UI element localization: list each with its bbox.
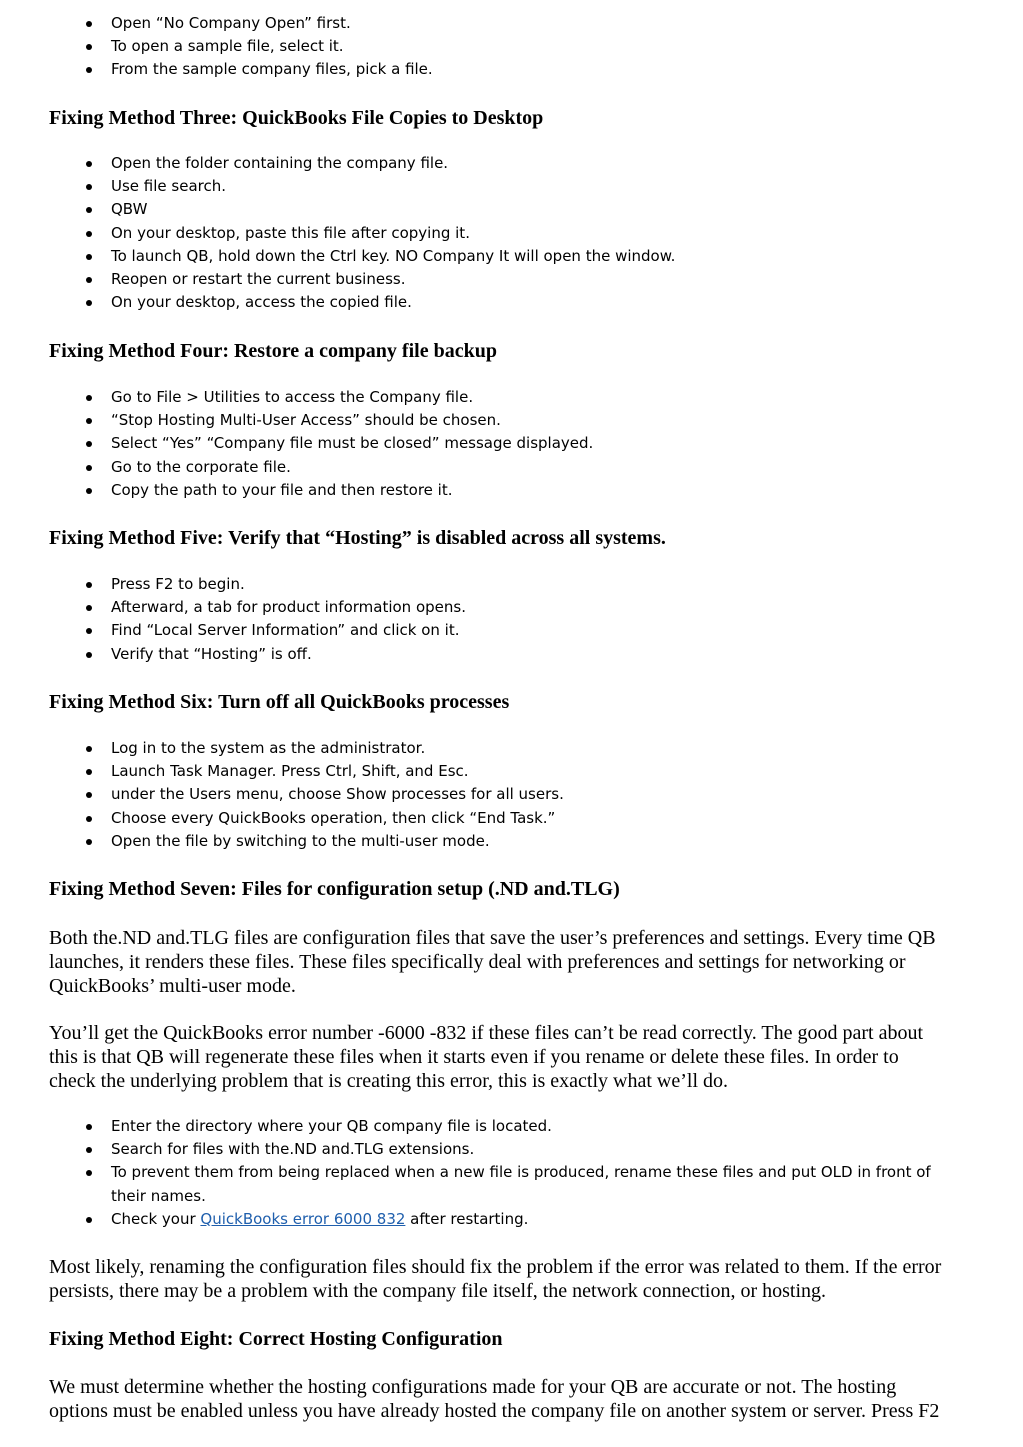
paragraph-line: options must be enabled unless you have already hosted the company file on another system or server. Press F2 xyxy=(49,1400,940,1422)
body-paragraph xyxy=(49,1375,989,1423)
bullet-list xyxy=(0,737,1000,853)
list-item: Use file search. xyxy=(0,175,1000,198)
list-item: under the Users menu, choose Show processes for all users. xyxy=(0,783,1000,806)
list-item: From the sample company files, pick a file. xyxy=(0,58,1000,81)
list-item: Go to the corporate file. xyxy=(0,456,1000,479)
list-item: On your desktop, access the copied file. xyxy=(0,291,1000,314)
paragraph-line: check the underlying problem that is creating this error, this is exactly what we’ll do. xyxy=(49,1070,729,1092)
list-item: Search for files with the.ND and.TLG extensions. xyxy=(0,1138,1000,1161)
list-item: To open a sample file, select it. xyxy=(0,35,1000,58)
list-item: Verify that “Hosting” is off. xyxy=(0,643,1000,666)
list-item: To prevent them from being replaced when a new file is produced, rename these files and put OLD in front of xyxy=(0,1161,1000,1184)
paragraph-line: You’ll get the QuickBooks error number -6000 -832 if these files can’t be read correctly. The good part about xyxy=(49,1022,924,1044)
list-item: Open the folder containing the company file. xyxy=(0,152,1000,175)
section-heading: Fixing Method Four: Restore a company file backup xyxy=(49,340,497,362)
list-item-suffix: after restarting. xyxy=(405,1209,529,1228)
section-heading: Fixing Method Seven: Files for configuration setup (.ND and.TLG) xyxy=(49,878,620,900)
list-item: Afterward, a tab for product information opens. xyxy=(0,596,1000,619)
list-item: To launch QB, hold down the Ctrl key. NO Company It will open the window. xyxy=(0,245,1000,268)
bullet-list xyxy=(0,152,1000,314)
list-item: Reopen or restart the current business. xyxy=(0,268,1000,291)
bullet-list xyxy=(0,573,1000,666)
paragraph-line: Most likely, renaming the configuration files should fix the problem if the error was related to them. If the error xyxy=(49,1256,942,1278)
list-item xyxy=(0,1208,1000,1231)
bullet-list xyxy=(0,386,1000,502)
paragraph-line: We must determine whether the hosting configurations made for your QB are accurate or not. The hosting xyxy=(49,1376,897,1398)
list-item-continuation: their names. xyxy=(111,1186,206,1205)
list-item: QBW xyxy=(0,198,1000,221)
list-item: Copy the path to your file and then restore it. xyxy=(0,479,1000,502)
list-item: Open “No Company Open” first. xyxy=(0,12,1000,35)
list-item: Select “Yes” “Company file must be closed” message displayed. xyxy=(0,432,1000,455)
section-heading: Fixing Method Five: Verify that “Hosting” is disabled across all systems. xyxy=(49,527,666,549)
paragraph-line: launches, it renders these files. These files specifically deal with preferences and settings for networking or xyxy=(49,951,906,973)
list-item: Press F2 to begin. xyxy=(0,573,1000,596)
list-item: Go to File > Utilities to access the Company file. xyxy=(0,386,1000,409)
section-heading: Fixing Method Eight: Correct Hosting Configuration xyxy=(49,1328,503,1350)
list-item: Choose every QuickBooks operation, then click “End Task.” xyxy=(0,807,1000,830)
body-paragraph xyxy=(49,926,989,998)
section-heading: Fixing Method Six: Turn off all QuickBooks processes xyxy=(49,691,510,713)
paragraph-line: Both the.ND and.TLG files are configuration files that save the user’s preferences and settings. Every time QB xyxy=(49,927,936,949)
list-item: On your desktop, paste this file after copying it. xyxy=(0,222,1000,245)
paragraph-line: this is that QB will regenerate these files when it starts even if you rename or delete these files. In order to xyxy=(49,1046,899,1068)
list-item: “Stop Hosting Multi-User Access” should be chosen. xyxy=(0,409,1000,432)
list-item-prefix: Check your xyxy=(111,1209,201,1228)
list-item: Open the file by switching to the multi-user mode. xyxy=(0,830,1000,853)
bullet-list xyxy=(0,12,1000,82)
bullet-list xyxy=(0,1115,1000,1231)
list-item: Find “Local Server Information” and click on it. xyxy=(0,619,1000,642)
list-item: Log in to the system as the administrator. xyxy=(0,737,1000,760)
quickbooks-error-link[interactable]: QuickBooks error 6000 832 xyxy=(200,1209,406,1228)
list-item: Enter the directory where your QB company file is located. xyxy=(0,1115,1000,1138)
section-heading: Fixing Method Three: QuickBooks File Copies to Desktop xyxy=(49,107,544,129)
body-paragraph xyxy=(49,1021,989,1093)
paragraph-line: QuickBooks’ multi-user mode. xyxy=(49,975,296,997)
list-item: Launch Task Manager. Press Ctrl, Shift, and Esc. xyxy=(0,760,1000,783)
paragraph-line: persists, there may be a problem with the company file itself, the network connection, or hosting. xyxy=(49,1280,827,1302)
body-paragraph xyxy=(49,1255,989,1303)
